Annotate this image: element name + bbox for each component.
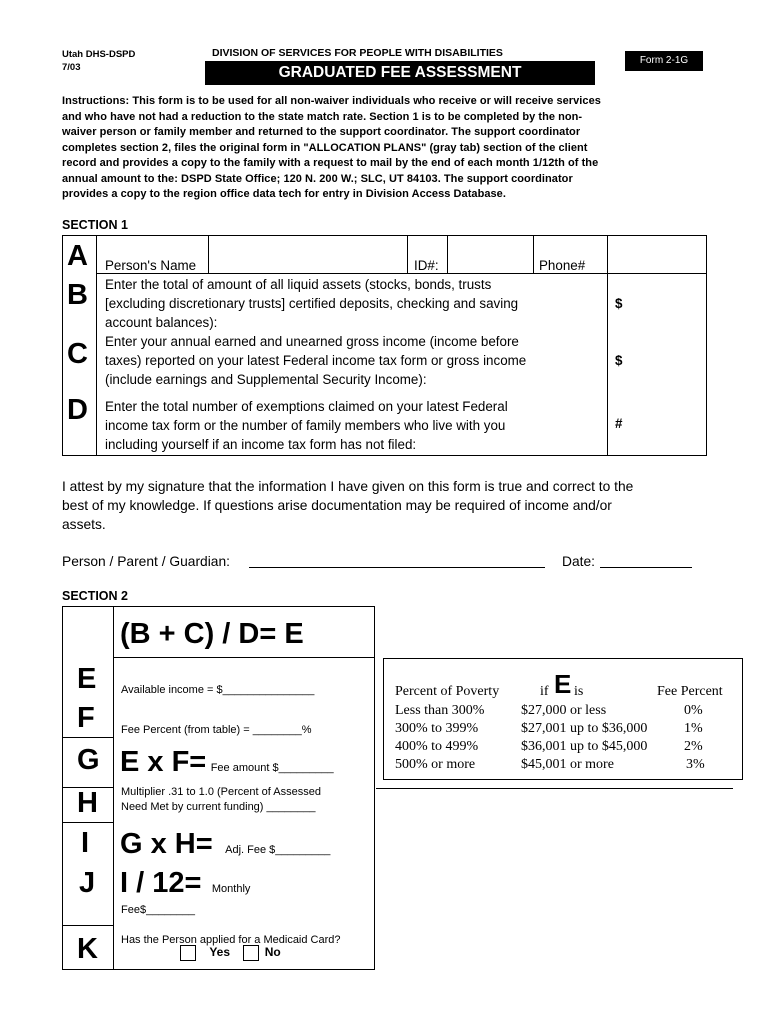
yes-label: Yes	[209, 945, 231, 960]
section1-letter-a: A	[67, 240, 88, 272]
medicaid-question: Has the Person applied for a Medicaid Card?	[121, 934, 341, 946]
table-cell: 500% or more	[395, 757, 476, 772]
signature-line[interactable]	[249, 567, 545, 568]
id-field[interactable]	[448, 236, 532, 272]
prompt-line: [excluding discretionary trusts] certified deposits, checking and saving	[105, 296, 519, 311]
instructions-line: waiver person or family member and returned to the support coordinator. The support coordinator	[62, 126, 581, 138]
table-cell: 0%	[684, 703, 703, 718]
date-line[interactable]	[600, 567, 692, 568]
fee-table	[383, 658, 743, 780]
form-date: 7/03	[62, 62, 81, 73]
prompt-line: taxes) reported on your latest Federal income tax form or gross income	[105, 353, 527, 368]
section2-table	[62, 606, 376, 970]
adj-fee-field[interactable]: Adj. Fee $_________	[225, 844, 331, 856]
section1-letter-d: D	[67, 394, 88, 426]
attest-line: I attest by my signature that the information I have given on this form is true and correct to the	[62, 479, 634, 494]
table-cell: $45,001 or more	[521, 757, 614, 772]
form-title: GRADUATED FEE ASSESSMENT	[205, 61, 595, 85]
instructions-line: completes section 2, files the original form in "ALLOCATION PLANS" (gray tab) section of the client	[62, 141, 588, 154]
person-name-label: Person's Name	[105, 258, 197, 273]
agency-label: Utah DHS-DSPD	[62, 49, 136, 60]
monthly-label: Monthly	[211, 883, 251, 895]
yes-checkbox[interactable]	[180, 945, 196, 961]
instructions-line: Instructions: This form is to be used for all non-waiver individuals who receive or will receive services	[62, 95, 601, 107]
section2-letter-h: H	[77, 787, 98, 819]
monthly-fee-row	[120, 867, 250, 899]
j-formula: I / 12=	[120, 867, 202, 899]
exemptions-prompt	[105, 397, 605, 454]
id-label: ID#:	[414, 258, 439, 273]
attest-line: assets.	[62, 517, 106, 532]
division-title: DIVISION OF SERVICES FOR PEOPLE WITH DISABILITIES	[212, 47, 503, 59]
section2-letter-k: K	[77, 933, 98, 965]
prompt-line: Enter the total number of exemptions claimed on your latest Federal	[105, 399, 508, 414]
table-cell: 400% to 499%	[395, 739, 479, 754]
liquid-assets-prompt	[105, 275, 605, 332]
phone-label: Phone#	[539, 258, 586, 273]
section1-letter-c: C	[67, 338, 88, 370]
multiplier-label: Multiplier .31 to 1.0 (Percent of Assessed	[121, 786, 321, 798]
signature-label: Person / Parent / Guardian:	[62, 554, 230, 569]
phone-field[interactable]	[608, 236, 705, 272]
exemptions-field[interactable]: #	[615, 416, 623, 431]
fee-percent-field[interactable]: Fee Percent (from table) = ________%	[121, 724, 312, 736]
prompt-line: Enter the total of amount of all liquid assets (stocks, bonds, trusts	[105, 277, 492, 292]
prompt-line: income tax form or the number of family members who live with you	[105, 418, 506, 433]
date-label: Date:	[562, 554, 595, 569]
section2-letter-g: G	[77, 744, 100, 776]
prompt-line: account balances):	[105, 315, 218, 330]
no-checkbox[interactable]	[243, 945, 259, 961]
section2-letter-f: F	[77, 702, 95, 734]
fee-amount-field[interactable]: Fee amount $_________	[210, 762, 334, 774]
table-cell: Less than 300%	[395, 703, 485, 718]
section2-title: SECTION 2	[62, 589, 128, 603]
medicaid-options	[180, 945, 281, 961]
available-income-field[interactable]: Available income = $_______________	[121, 684, 315, 696]
table-cell: $36,001 up to $45,000	[521, 739, 648, 754]
prompt-line: Enter your annual earned and unearned gross income (income before	[105, 334, 519, 349]
formula-heading: (B + C) / D= E	[120, 618, 304, 650]
fee-amount-row	[120, 746, 334, 778]
multiplier-field[interactable]: Need Met by current funding) ________	[121, 801, 316, 813]
section2-letter-i: I	[81, 827, 90, 859]
income-field[interactable]: $	[615, 353, 623, 368]
divider-line	[376, 788, 733, 789]
table-cell: 3%	[686, 757, 705, 772]
instructions-line: and who have not had a reduction to the state match rate. Section 1 is to be completed by the non-	[62, 110, 583, 123]
instructions-line: provides a copy to the region office data tech for entry in Division Access Database.	[62, 188, 506, 200]
section2-letter-e: E	[77, 663, 97, 695]
fee-header: Fee Percent	[657, 684, 723, 699]
attestation	[62, 477, 732, 534]
section1-title: SECTION 1	[62, 218, 128, 232]
prompt-line: (include earnings and Supplemental Security Income):	[105, 372, 427, 387]
table-cell: 300% to 399%	[395, 721, 479, 736]
instructions	[62, 94, 722, 203]
i-formula: G x H=	[120, 828, 213, 860]
table-cell: 2%	[684, 739, 703, 754]
instructions-line: record and provides a copy to the family with a request to mail by the end of each month 1/12th of the	[62, 157, 599, 169]
table-cell: 1%	[684, 721, 703, 736]
table-cell: $27,001 up to $36,000	[521, 721, 648, 736]
section1-table	[62, 235, 707, 456]
income-header-if: if	[540, 684, 549, 699]
person-name-field[interactable]	[209, 236, 406, 272]
income-header-e: E	[554, 669, 572, 699]
income-prompt	[105, 332, 605, 389]
g-formula: E x F=	[120, 746, 207, 778]
no-label: No	[264, 945, 281, 960]
section2-letter-j: J	[79, 867, 96, 899]
adj-fee-row	[120, 828, 330, 860]
section1-letter-b: B	[67, 279, 88, 311]
poverty-header: Percent of Poverty	[395, 684, 500, 699]
prompt-line: including yourself if an income tax form has not filed:	[105, 437, 417, 452]
liquid-assets-field[interactable]: $	[615, 296, 623, 311]
attest-line: best of my knowledge. If questions arise documentation may be required of income and/or	[62, 498, 612, 513]
income-header-is: is	[574, 684, 584, 699]
monthly-fee-field[interactable]: Fee$________	[121, 904, 196, 916]
form-id-badge: Form 2-1G	[625, 51, 703, 71]
instructions-line: annual amount to the: DSPD State Office; 120 N. 200 W.; SLC, UT 84103. The support coordinator	[62, 172, 573, 185]
table-cell: $27,000 or less	[521, 703, 607, 718]
